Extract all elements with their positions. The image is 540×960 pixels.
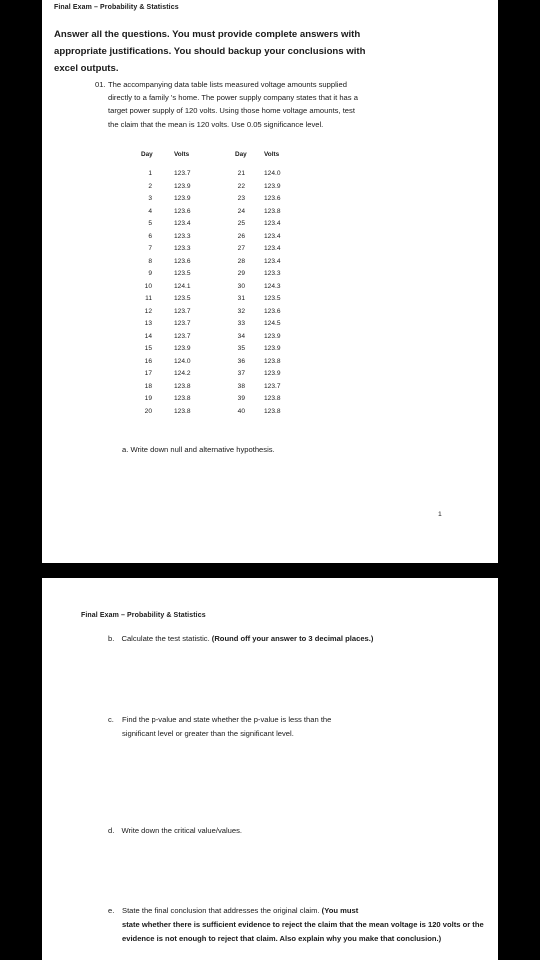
table-cell-volts: 123.7 <box>264 382 281 390</box>
table-cell-day: 36 <box>237 357 245 365</box>
table-cell-day: 28 <box>237 257 245 265</box>
table-cell-day: 21 <box>237 170 245 177</box>
table-cell-day: 31 <box>237 295 245 302</box>
table-cell-volts: 124.5 <box>264 320 281 327</box>
table-cell-volts: 124.0 <box>264 170 281 177</box>
table-cell-volts: 123.9 <box>174 182 191 190</box>
table-cell-volts: 123.6 <box>174 257 191 265</box>
part-e-label: e. <box>108 906 115 915</box>
table-cell-volts: 123.7 <box>174 320 191 327</box>
voltage-data-table <box>42 0 498 420</box>
table-cell-day: 16 <box>144 357 152 365</box>
table-cell-volts: 123.3 <box>174 245 191 252</box>
table-cell-volts: 123.4 <box>264 220 281 227</box>
table-cell-day: 9 <box>148 270 152 277</box>
table-cell-day: 17 <box>144 370 152 377</box>
part-e-bold-line: mean voltage is 120 volts or the evidence is not enough to reject that <box>122 919 484 943</box>
page-header: Final Exam – Probability & Statistics <box>54 4 179 11</box>
table-cell-day: 15 <box>144 345 152 352</box>
table-cell-day: 10 <box>144 282 152 290</box>
table-cell-day: 27 <box>237 245 245 252</box>
table-cell-volts: 123.6 <box>264 307 281 315</box>
part-e-bold-line: claim. Also explain why you make that conclusion.) <box>256 933 442 943</box>
table-cell-volts: 123.9 <box>174 195 191 202</box>
instructions-line: Answer all the questions. You must provide complete answers with <box>54 29 361 40</box>
table-cell-day: 14 <box>144 332 152 340</box>
question-line: The accompanying data table lists measured voltage amounts supplied <box>108 80 347 89</box>
table-cell-day: 1 <box>148 170 152 177</box>
part-b-label: b. <box>108 634 115 643</box>
table-cell-volts: 123.9 <box>264 182 281 190</box>
table-cell-volts: 123.8 <box>174 407 191 415</box>
table-cell-day: 19 <box>144 395 152 402</box>
table-cell-day: 22 <box>237 182 245 190</box>
part-c-line: Find the p-value and state whether the p-value is less than the <box>122 715 332 724</box>
table-cell-day: 5 <box>148 220 152 227</box>
table-cell-volts: 123.8 <box>264 207 281 215</box>
part-b-bold: (Round off your answer to 3 decimal places.) <box>211 634 374 643</box>
table-cell-volts: 124.2 <box>174 370 191 377</box>
table-cell-volts: 123.4 <box>264 245 281 252</box>
part-c <box>108 713 331 741</box>
question-number: 01. <box>95 80 106 89</box>
table-cell-day: 39 <box>237 395 245 402</box>
table-cell-volts: 123.7 <box>174 332 191 340</box>
table-cell-volts: 123.7 <box>174 170 191 177</box>
part-e-bold-line: state whether there is sufficient evidence to reject the claim that the <box>122 919 367 929</box>
part-d-text: Write down the critical value/values. <box>121 826 243 835</box>
question-line: directly to a family 's home. The power supply company states that it has a <box>108 93 358 103</box>
table-cell-volts: 123.8 <box>264 395 281 402</box>
table-cell-day: 24 <box>237 207 245 215</box>
part-b <box>108 632 373 646</box>
table-cell-day: 25 <box>237 220 245 227</box>
table-cell-volts: 123.9 <box>264 345 281 352</box>
table-cell-day: 20 <box>144 407 152 415</box>
part-e-text: State the final conclusion that addresses the original claim. <box>122 906 322 915</box>
table-cell-volts: 123.4 <box>264 257 281 265</box>
table-cell-volts: 124.3 <box>264 282 281 290</box>
table-cell-volts: 123.5 <box>174 270 191 277</box>
table-cell-volts: 124.1 <box>174 282 191 290</box>
table-cell-day: 8 <box>148 257 152 265</box>
table-header-day: Day <box>235 151 247 158</box>
table-cell-volts: 123.8 <box>174 382 191 390</box>
table-cell-volts: 123.8 <box>264 357 281 365</box>
instructions-line: excel outputs. <box>54 63 119 74</box>
table-cell-day: 33 <box>237 320 245 327</box>
table-cell-volts: 123.3 <box>264 270 281 277</box>
table-cell-day: 4 <box>148 207 152 215</box>
question-line: the claim that the mean is 120 volts. Use 0.05 significance level. <box>108 119 324 129</box>
table-cell-day: 37 <box>237 370 245 377</box>
table-cell-volts: 123.5 <box>174 295 191 302</box>
table-cell-day: 12 <box>144 307 152 315</box>
part-a: a. Write down null and alternative hypothesis. <box>122 445 275 454</box>
table-cell-volts: 123.4 <box>264 232 281 240</box>
table-cell-volts: 123.6 <box>174 207 191 215</box>
table-cell-volts: 123.9 <box>264 370 281 377</box>
part-b-text: Calculate the test statistic. <box>121 634 212 643</box>
table-header-volts: Volts <box>264 151 280 158</box>
table-cell-volts: 123.7 <box>174 307 191 315</box>
table-cell-volts: 123.9 <box>264 332 281 340</box>
table-cell-volts: 124.0 <box>174 357 191 365</box>
exam-page-1 <box>42 0 498 563</box>
table-header-day: Day <box>141 151 153 158</box>
part-c-line: significant level or greater than the significant level. <box>122 728 294 738</box>
table-cell-day: 38 <box>237 382 245 390</box>
table-cell-day: 6 <box>148 232 152 240</box>
page-header: Final Exam – Probability & Statistics <box>81 612 206 619</box>
table-cell-day: 13 <box>144 320 152 327</box>
table-cell-volts: 123.5 <box>264 295 281 302</box>
table-header-volts: Volts <box>174 151 190 158</box>
table-cell-day: 30 <box>237 282 245 290</box>
table-cell-volts: 123.8 <box>264 407 281 415</box>
table-cell-volts: 123.4 <box>174 220 191 227</box>
table-cell-volts: 123.3 <box>174 232 191 240</box>
exam-page-2 <box>42 578 498 960</box>
table-cell-day: 23 <box>237 195 245 202</box>
table-cell-day: 3 <box>148 195 152 202</box>
part-d <box>108 824 242 838</box>
table-cell-day: 32 <box>237 307 245 315</box>
table-cell-volts: 123.8 <box>174 395 191 402</box>
table-cell-day: 26 <box>237 232 245 240</box>
part-e-bold: (You must <box>321 906 359 915</box>
page-number: 1 <box>438 511 442 518</box>
table-cell-day: 2 <box>148 182 152 190</box>
table-cell-day: 29 <box>237 270 245 277</box>
part-c-label: c. <box>108 715 114 724</box>
table-cell-day: 35 <box>237 345 245 352</box>
part-d-label: d. <box>108 826 115 835</box>
table-cell-day: 11 <box>145 295 152 302</box>
table-cell-day: 34 <box>237 332 245 340</box>
table-cell-day: 40 <box>237 407 245 415</box>
question-line: target power supply of 120 volts. Using those home voltage amounts, test <box>108 106 355 116</box>
table-cell-volts: 123.9 <box>174 345 191 352</box>
table-cell-day: 18 <box>144 382 152 390</box>
table-cell-day: 7 <box>148 245 152 252</box>
instructions-line: appropriate justifications. You should backup your conclusions with <box>54 46 366 57</box>
part-e <box>108 904 498 945</box>
table-cell-volts: 123.6 <box>264 195 281 202</box>
